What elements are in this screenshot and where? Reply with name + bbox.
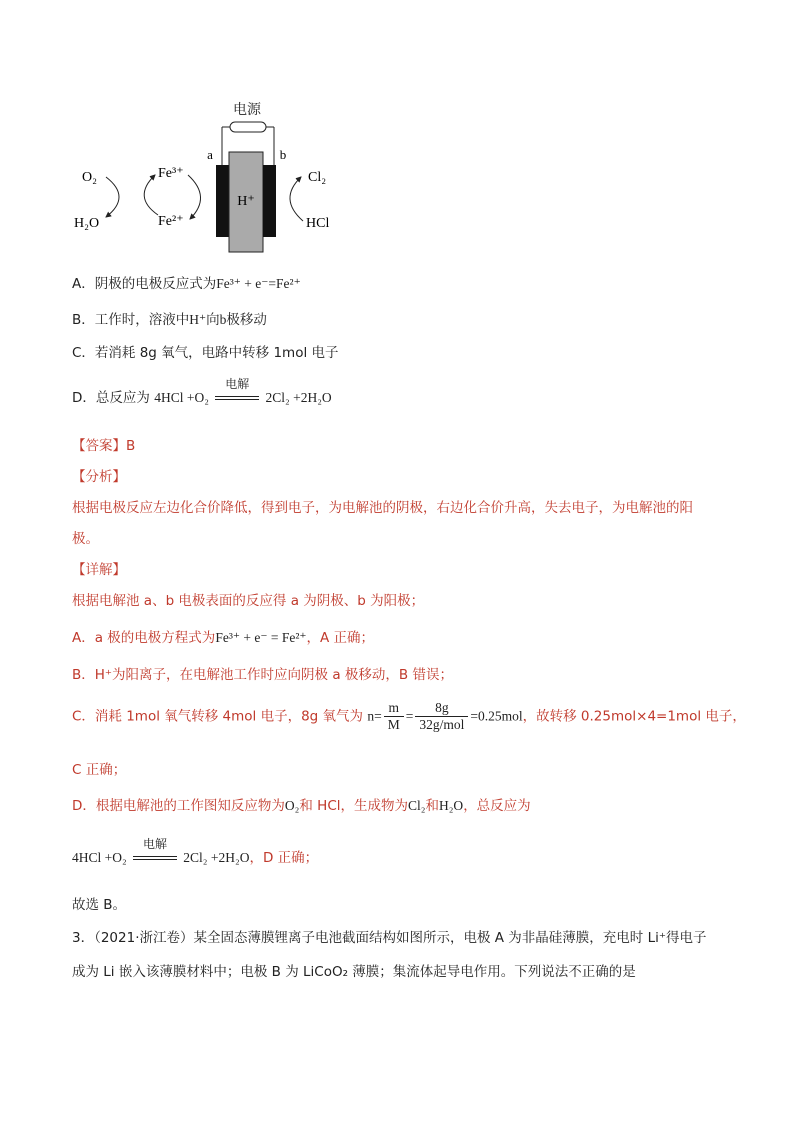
option-b: B．工作时，溶液中H⁺向b极移动 [72,312,267,328]
electrolysis-diagram [70,95,350,265]
detail-c-end: C 正确； [72,762,127,778]
option-a: A．阴极的电极反应式为Fe³⁺ + e⁻=Fe²⁺ [72,276,301,292]
analysis-label: 【分析】 [72,469,126,485]
electrode-b [263,165,276,237]
question-3-line-1: 3．（2021·浙江卷）某全固态薄膜锂离子电池截面结构如图所示，电极 A 为非晶硅薄膜，充电时 Li⁺得电子 [72,930,707,946]
electrode-b-label: b [279,147,287,162]
detail-b: B．H⁺为阳离子，在电解池工作时应向阴极 a 极移动，B 错误； [72,667,453,683]
electrode-a-label: a [207,147,213,162]
detail-c: C．消耗 1mol 氧气转移 4mol 电子，8g 氧气为 n= $\frac{m}{M}$ = $\frac{8g}{\text{32g/mol}}$ =0.25mol，故转移 0.25mol×4=1mol 电子， [72,700,746,732]
detail-label: 【详解】 [72,562,126,578]
question-3-line-2: 成为 Li 嵌入该薄膜材料中；电极 B 为 LiCoO₂ 薄膜；集流体起导电作用。下列说法不正确的是 [72,964,636,980]
hcl-oxidation-arrow [290,177,303,221]
fe2-label: Fe²⁺ [158,214,184,229]
detail-a: A．a 极的电极方程式为Fe³⁺ + e⁻ = Fe²⁺，A 正确； [72,630,375,646]
left-cycle-arrow-1 [106,177,119,217]
hcl-label: HCl [306,216,330,231]
left-cycle-arrow-2 [144,175,158,215]
option-c: C．若消耗 8g 氧气，电路中转移 1mol 电子 [72,345,339,361]
detail-d-equation: 4HCl +O₂ 电解 2Cl₂ +2H₂O，D 正确； [72,837,319,866]
analysis-line-1: 根据电极反应左边化合价降低，得到电子，为电解池的阴极，右边化合价升高，失去电子，为电解池的阳 [72,500,693,516]
detail-intro: 根据电解池 a、b 电极表面的反应得 a 为阴极、b 为阳极； [72,593,425,609]
detail-d: D．根据电解池的工作图知反应物为O₂和 HCl，生成物为Cl₂和H₂O，总反应为 [72,798,531,814]
o2-label: O₂ [82,170,97,185]
power-source [230,122,266,132]
h-plus-label: H⁺ [237,194,255,209]
electrode-a [216,165,229,237]
analysis-line-2: 极。 [72,531,99,547]
conclusion: 故选 B。 [72,897,127,913]
answer-line: 【答案】B [72,438,136,454]
cl2-label: Cl₂ [308,170,327,185]
h2o-label: H₂O [74,216,100,231]
fe3-label: Fe³⁺ [158,166,184,181]
fe-reduction-arrow [188,175,201,219]
option-d: D．总反应为 4HCl +O₂ 电解 2Cl₂ +2H₂O [72,377,332,406]
power-source-label: 电源 [233,102,261,118]
